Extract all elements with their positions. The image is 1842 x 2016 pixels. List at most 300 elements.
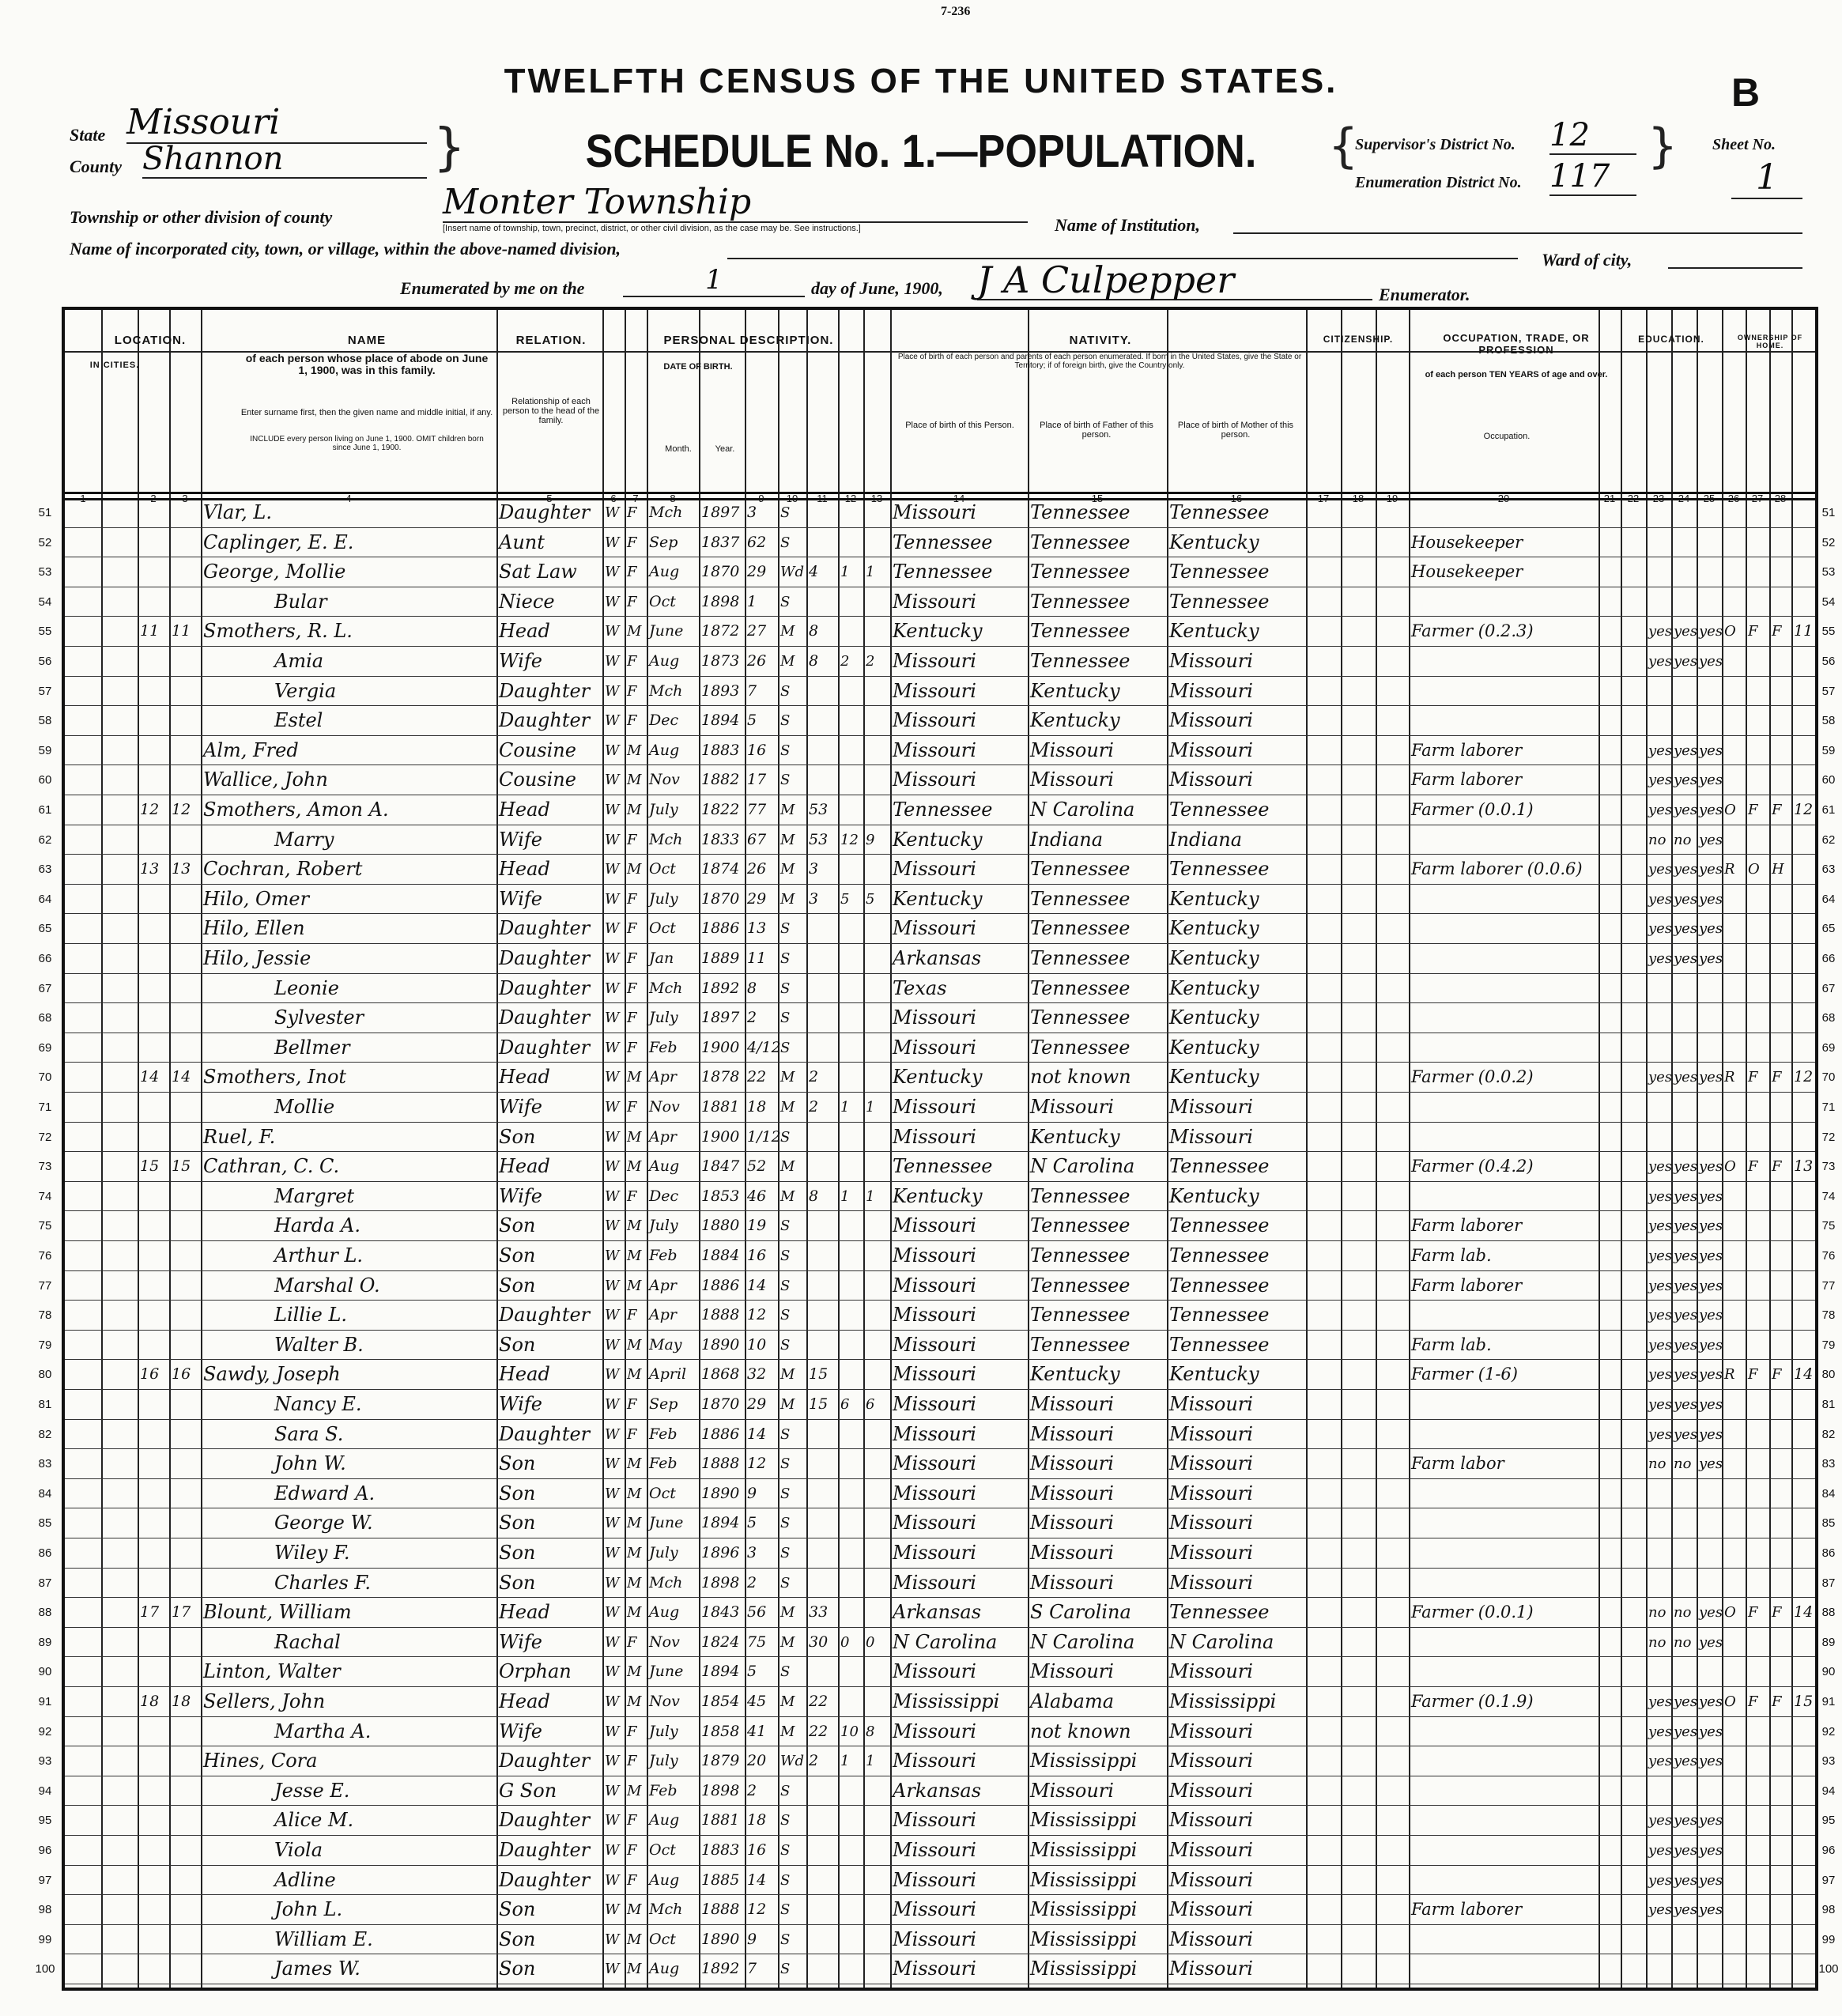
cell-color: W <box>605 682 620 700</box>
cell-fm <box>1748 1420 1768 1450</box>
cell-read: yes <box>1648 1425 1673 1443</box>
line-number-right: 84 <box>1821 1486 1836 1501</box>
cell-name: Hilo, Ellen <box>203 917 305 940</box>
line-number-right: 77 <box>1821 1278 1836 1293</box>
table-row <box>65 974 1815 1004</box>
cell-bp: Kentucky <box>893 887 983 910</box>
cell-name: Lillie L. <box>274 1304 348 1327</box>
cell-ch <box>840 1954 862 1984</box>
cell-bp: Missouri <box>893 1244 976 1267</box>
line-number-right: 92 <box>1821 1724 1836 1739</box>
cell-bm: Tennessee <box>1169 1601 1270 1624</box>
cell-cl <box>866 1479 889 1509</box>
cell-year: 1843 <box>701 1603 740 1621</box>
cell-eng: yes <box>1699 1693 1723 1710</box>
cell-mar: S <box>780 1782 791 1799</box>
cell-cl: 1 <box>866 1099 875 1116</box>
line-number-left: 91 <box>38 1695 52 1708</box>
table-row <box>65 1925 1815 1955</box>
cell-cl: 1 <box>866 564 875 581</box>
cell-sch <box>1794 1003 1814 1033</box>
cell-read <box>1648 1123 1670 1153</box>
cell-bm: Kentucky <box>1169 530 1259 553</box>
cell-mar: S <box>780 1931 791 1948</box>
cell-month: Mch <box>649 681 683 700</box>
cell-month: June <box>649 1663 684 1681</box>
cell-cl <box>866 1508 889 1538</box>
cell-fh <box>1772 1954 1791 1984</box>
cell-read: yes <box>1648 1366 1673 1384</box>
cell-dw <box>140 1806 168 1836</box>
line-number-left: 70 <box>38 1070 52 1085</box>
cell-ym: 8 <box>809 652 819 670</box>
cell-bf: Tennessee <box>1030 1036 1130 1059</box>
cell-ym <box>809 1479 837 1509</box>
table-row <box>65 765 1815 795</box>
cell-own <box>1724 1866 1745 1896</box>
cell-cl <box>866 1687 889 1717</box>
cell-age: 13 <box>747 919 767 938</box>
cell-fam <box>172 1420 200 1450</box>
cell-cl <box>866 1003 889 1033</box>
cell-read <box>1648 1508 1670 1538</box>
cell-bf: Missouri <box>1030 1571 1114 1594</box>
cell-own <box>1724 1211 1745 1241</box>
cell-fam <box>172 1033 200 1063</box>
line-number-right: 86 <box>1821 1546 1836 1560</box>
cell-bf: N Carolina <box>1030 1155 1135 1178</box>
cell-ch: 10 <box>840 1723 859 1740</box>
cell-bm: Kentucky <box>1169 1066 1259 1089</box>
line-number-left: 78 <box>38 1308 52 1323</box>
cell-mar: S <box>780 1039 791 1056</box>
cell-month: Aug <box>649 1811 680 1829</box>
table-row <box>65 1479 1815 1509</box>
cell-year: 1858 <box>701 1722 740 1740</box>
cell-sex: M <box>627 1693 642 1710</box>
line-number-left: 53 <box>38 565 52 580</box>
cell-cl <box>866 736 889 766</box>
cell-sex: M <box>627 1336 642 1353</box>
cell-age: 19 <box>747 1217 767 1235</box>
cell-own <box>1724 1657 1745 1687</box>
cell-read <box>1648 974 1670 1004</box>
cell-cl <box>866 1569 889 1599</box>
cell-bp: Missouri <box>893 1363 976 1386</box>
cell-bm: Kentucky <box>1169 887 1259 910</box>
cell-mar: S <box>780 980 791 997</box>
table-row <box>65 1271 1815 1301</box>
cell-year: 1854 <box>701 1693 740 1710</box>
cell-occ <box>1411 885 1598 915</box>
cell-ym <box>809 1271 837 1301</box>
column-number: 19 <box>1386 493 1398 504</box>
line-number-right: 53 <box>1821 565 1836 580</box>
cell-read: yes <box>1648 1396 1673 1413</box>
cell-own <box>1724 1806 1745 1836</box>
group-personal: PERSONAL DESCRIPTION. <box>663 334 834 347</box>
cell-dw <box>140 1925 168 1955</box>
cell-read: yes <box>1648 1901 1673 1919</box>
cell-sch <box>1794 1271 1814 1301</box>
cell-own <box>1724 1449 1745 1479</box>
cell-ym <box>809 587 837 617</box>
cell-age: 18 <box>747 1811 767 1829</box>
group-name: NAME <box>347 334 387 347</box>
month-head: Month. <box>665 444 692 454</box>
cell-bp: Missouri <box>893 679 976 702</box>
cell-write: yes <box>1674 623 1698 640</box>
cell-sch <box>1794 1806 1814 1836</box>
cell-bm: Tennessee <box>1169 561 1270 583</box>
cell-eng: yes <box>1699 1812 1723 1829</box>
cell-write: yes <box>1674 1842 1698 1859</box>
cell-write <box>1674 587 1696 617</box>
cell-ch: 1 <box>840 1099 850 1116</box>
cell-fh <box>1772 1241 1791 1271</box>
cell-month: Apr <box>649 1276 677 1294</box>
cell-age: 18 <box>747 1098 767 1116</box>
line-number-right: 55 <box>1821 625 1836 639</box>
line-number-left: 58 <box>38 714 52 728</box>
cell-sex: M <box>627 1248 642 1264</box>
cell-ch <box>840 1806 862 1836</box>
cell-name: Vergia <box>274 679 337 702</box>
cell-color: W <box>605 1604 620 1621</box>
cell-ym: 2 <box>809 1752 819 1770</box>
cell-sex: M <box>627 1455 642 1473</box>
cell-ch <box>840 1687 862 1717</box>
column-number: 5 <box>546 493 553 504</box>
cell-dw <box>140 1241 168 1271</box>
cell-mar: S <box>780 1455 791 1473</box>
cell-sch <box>1794 1033 1814 1063</box>
cell-bf: Mississippi <box>1030 1868 1138 1891</box>
cell-year: 1884 <box>701 1247 740 1264</box>
column-number: 13 <box>870 493 883 504</box>
cell-fam: 16 <box>172 1365 191 1384</box>
cell-dw: 13 <box>140 860 160 878</box>
cell-bm: Indiana <box>1169 828 1243 851</box>
cell-name: Blount, William <box>203 1601 352 1624</box>
cell-fam <box>172 736 200 766</box>
cell-name: Caplinger, E. E. <box>203 530 354 553</box>
column-number: 12 <box>844 493 857 504</box>
cell-mar: M <box>780 1633 795 1651</box>
cell-mar: S <box>780 1901 791 1919</box>
cell-fam <box>172 1776 200 1806</box>
cell-ch: 1 <box>840 1753 850 1770</box>
cell-bm: Tennessee <box>1169 1274 1270 1297</box>
cell-fm: F <box>1748 1604 1758 1621</box>
cell-occ <box>1411 914 1598 944</box>
cell-cl <box>866 1271 889 1301</box>
cell-sch <box>1794 1569 1814 1599</box>
cell-bf: Tennessee <box>1030 650 1130 672</box>
cell-ch: 5 <box>840 890 850 908</box>
cell-sex: F <box>627 564 637 581</box>
cell-ch <box>840 1241 862 1271</box>
cell-age: 29 <box>747 889 767 908</box>
cell-bf: Missouri <box>1030 1096 1114 1118</box>
cell-own <box>1724 1390 1745 1420</box>
table-row <box>65 1954 1815 1984</box>
line-number-left: 86 <box>38 1546 52 1560</box>
cell-bp: Missouri <box>893 1333 976 1356</box>
cell-age: 3 <box>747 1544 757 1561</box>
cell-fm <box>1748 1211 1768 1241</box>
cell-rel: Niece <box>499 590 555 613</box>
line-number-right: 97 <box>1821 1873 1836 1887</box>
cell-rel: Daughter <box>499 709 591 732</box>
cell-month: Nov <box>649 771 680 789</box>
cell-fh <box>1772 528 1791 558</box>
cell-mar: S <box>780 1277 791 1294</box>
cell-name: Bular <box>274 590 327 613</box>
cell-ch: 2 <box>840 653 850 670</box>
cell-write: yes <box>1674 890 1698 908</box>
column-number: 20 <box>1497 493 1510 504</box>
cell-write: no <box>1674 1633 1692 1651</box>
cell-ym <box>809 1776 837 1806</box>
cell-ch <box>840 1420 862 1450</box>
line-number-left: 99 <box>38 1932 52 1946</box>
cell-bm: Missouri <box>1169 1839 1253 1861</box>
birth-father-head: Place of birth of Father of this person. <box>1040 421 1153 440</box>
cell-ch <box>840 706 862 736</box>
cell-color: W <box>605 1871 620 1889</box>
cell-ch: 0 <box>840 1633 850 1651</box>
cell-fh: H <box>1772 861 1784 878</box>
cell-bp: Missouri <box>893 738 976 761</box>
cell-occ <box>1411 1390 1598 1420</box>
cell-color: W <box>605 1277 620 1294</box>
cell-age: 29 <box>747 1395 767 1413</box>
cell-bf: Mississippi <box>1030 1898 1138 1921</box>
cell-sex: F <box>627 1753 637 1770</box>
column-number: 2 <box>150 493 157 504</box>
cell-write <box>1674 498 1696 528</box>
cell-read <box>1648 1093 1670 1123</box>
cell-age: 16 <box>747 1841 767 1859</box>
cell-color: W <box>605 1901 620 1919</box>
ward-line <box>1668 267 1802 269</box>
cell-fh <box>1772 1301 1791 1331</box>
cell-bm: Missouri <box>1169 1957 1253 1980</box>
cell-color: W <box>605 1218 620 1235</box>
cell-rel: Daughter <box>499 1809 591 1832</box>
cell-rel: Head <box>499 1066 550 1089</box>
cell-bm: Kentucky <box>1169 947 1259 969</box>
cell-mar: S <box>780 593 791 610</box>
cell-mar: M <box>780 890 795 908</box>
cell-own <box>1724 825 1745 855</box>
cell-rel: Wife <box>499 887 543 910</box>
cell-write: yes <box>1674 920 1698 938</box>
cell-fh <box>1772 1271 1791 1301</box>
cell-dw <box>140 1746 168 1776</box>
cell-name: Adline <box>274 1868 336 1891</box>
cell-name: John L. <box>274 1898 343 1921</box>
cell-bm: Missouri <box>1169 1393 1253 1415</box>
cell-bp: Missouri <box>893 1660 976 1683</box>
cell-bp: Missouri <box>893 858 976 881</box>
cell-bf: Tennessee <box>1030 1304 1130 1327</box>
cell-ch <box>840 1895 862 1925</box>
cell-sex: M <box>627 742 642 759</box>
enumerated-mid: day of June, 1900, <box>811 278 943 298</box>
cell-fm: F <box>1748 623 1758 640</box>
line-number-left: 81 <box>38 1398 52 1411</box>
cell-mar: S <box>780 950 791 967</box>
line-number-right: 82 <box>1821 1427 1836 1441</box>
cell-ym <box>809 1806 837 1836</box>
cell-color: W <box>605 1574 620 1591</box>
cell-eng <box>1699 1479 1721 1509</box>
line-number-left: 61 <box>38 803 52 817</box>
line-number-left: 74 <box>38 1189 52 1203</box>
table-row <box>65 914 1815 944</box>
cell-sex: M <box>627 623 642 640</box>
cell-color: W <box>605 1425 620 1443</box>
cell-fam <box>172 1508 200 1538</box>
cell-age: 16 <box>747 741 767 759</box>
cell-bf: not known <box>1030 1720 1131 1742</box>
table-row <box>65 944 1815 974</box>
cell-sch <box>1794 855 1814 885</box>
cell-mar: M <box>780 1396 795 1413</box>
cell-ch: 1 <box>840 564 850 581</box>
cell-year: 1822 <box>701 801 740 818</box>
cell-ym: 2 <box>809 1098 819 1116</box>
cell-occ <box>1411 1925 1598 1955</box>
cell-occ: Farmer (0.4.2) <box>1411 1157 1534 1176</box>
cell-sch: 11 <box>1794 622 1814 640</box>
cell-bp: Missouri <box>893 650 976 672</box>
line-number-left: 63 <box>38 863 52 877</box>
cell-read <box>1648 1003 1670 1033</box>
cell-dw <box>140 1420 168 1450</box>
cell-occ <box>1411 1806 1598 1836</box>
enumerated-day: 1 <box>623 264 805 297</box>
cell-year: 1898 <box>701 1573 740 1591</box>
cell-dw <box>140 1776 168 1806</box>
group-location: LOCATION. <box>114 334 187 347</box>
cell-occ: Farmer (0.0.2) <box>1411 1067 1534 1087</box>
cell-name: Walter B. <box>274 1333 364 1356</box>
cell-read <box>1648 1657 1670 1687</box>
cell-color: W <box>605 1128 620 1146</box>
line-number-left: 80 <box>38 1368 52 1382</box>
line-number-right: 81 <box>1821 1398 1836 1411</box>
cell-sch: 15 <box>1794 1693 1814 1710</box>
line-number-left: 71 <box>38 1100 52 1114</box>
cell-mar: S <box>780 1218 791 1235</box>
cell-eng <box>1699 1508 1721 1538</box>
cell-mar: M <box>780 1693 795 1710</box>
table-row <box>65 1687 1815 1717</box>
cell-fm <box>1748 1508 1768 1538</box>
cell-ch <box>840 617 862 647</box>
cell-month: Mch <box>649 1901 683 1919</box>
cell-fm <box>1748 706 1768 736</box>
cell-cl <box>866 1301 889 1331</box>
cell-own: O <box>1724 1158 1736 1176</box>
cell-year: 1890 <box>701 1335 740 1353</box>
cell-age: 7 <box>747 681 757 700</box>
cell-ch <box>840 528 862 558</box>
cell-dw <box>140 1123 168 1153</box>
cell-month: Mch <box>649 979 683 997</box>
cell-month: Apr <box>649 1306 677 1324</box>
cell-color: W <box>605 1931 620 1948</box>
cell-fam <box>172 1211 200 1241</box>
cell-fh <box>1772 1479 1791 1509</box>
cell-own <box>1724 1479 1745 1509</box>
line-number-right: 78 <box>1821 1308 1836 1323</box>
cell-read: yes <box>1648 1158 1673 1176</box>
line-number-left: 76 <box>38 1249 52 1263</box>
cell-dw <box>140 885 168 915</box>
cell-mar: S <box>780 1574 791 1591</box>
line-number-left: 51 <box>38 506 52 519</box>
cell-cl <box>866 1241 889 1271</box>
cell-ch <box>840 1657 862 1687</box>
cell-write <box>1674 1003 1696 1033</box>
cell-ym: 8 <box>809 622 819 640</box>
cell-dw <box>140 1508 168 1538</box>
cell-own <box>1724 914 1745 944</box>
cell-age: 5 <box>747 1663 757 1681</box>
column-number: 14 <box>953 493 965 504</box>
cell-occ <box>1411 1954 1598 1984</box>
cell-bf: Missouri <box>1030 1422 1114 1445</box>
cell-ch <box>840 1360 862 1390</box>
table-row <box>65 1093 1815 1123</box>
cell-ym <box>809 1866 837 1896</box>
cell-write: yes <box>1674 1336 1698 1353</box>
cell-eng <box>1699 1003 1721 1033</box>
table-row <box>65 1003 1815 1033</box>
line-number-right: 66 <box>1821 952 1836 965</box>
cell-dw <box>140 1954 168 1984</box>
cell-color: W <box>605 1723 620 1740</box>
cell-fm <box>1748 914 1768 944</box>
cell-month: Dec <box>649 1187 679 1205</box>
cell-sex: F <box>627 980 637 997</box>
cell-rel: Son <box>499 1542 536 1564</box>
cell-dw <box>140 1449 168 1479</box>
cell-bm: Missouri <box>1169 1750 1253 1772</box>
cell-year: 1881 <box>701 1098 740 1116</box>
sheet-letter: B <box>1731 70 1761 115</box>
cell-cl <box>866 1776 889 1806</box>
cell-color: W <box>605 1010 620 1027</box>
schedule-title: SCHEDULE No. 1.—POPULATION. <box>585 126 1257 177</box>
cell-age: 29 <box>747 563 767 581</box>
cell-write: yes <box>1674 742 1698 759</box>
cell-fh <box>1772 825 1791 855</box>
cell-dw <box>140 1717 168 1747</box>
cell-read: yes <box>1648 772 1673 789</box>
cell-occ: Farmer (0.0.1) <box>1411 800 1534 819</box>
cell-bp: Kentucky <box>893 1066 983 1089</box>
cell-age: 62 <box>747 533 767 551</box>
cell-eng: yes <box>1699 742 1723 759</box>
cell-fam <box>172 765 200 795</box>
cell-age: 32 <box>747 1365 767 1384</box>
cell-fm <box>1748 1331 1768 1361</box>
